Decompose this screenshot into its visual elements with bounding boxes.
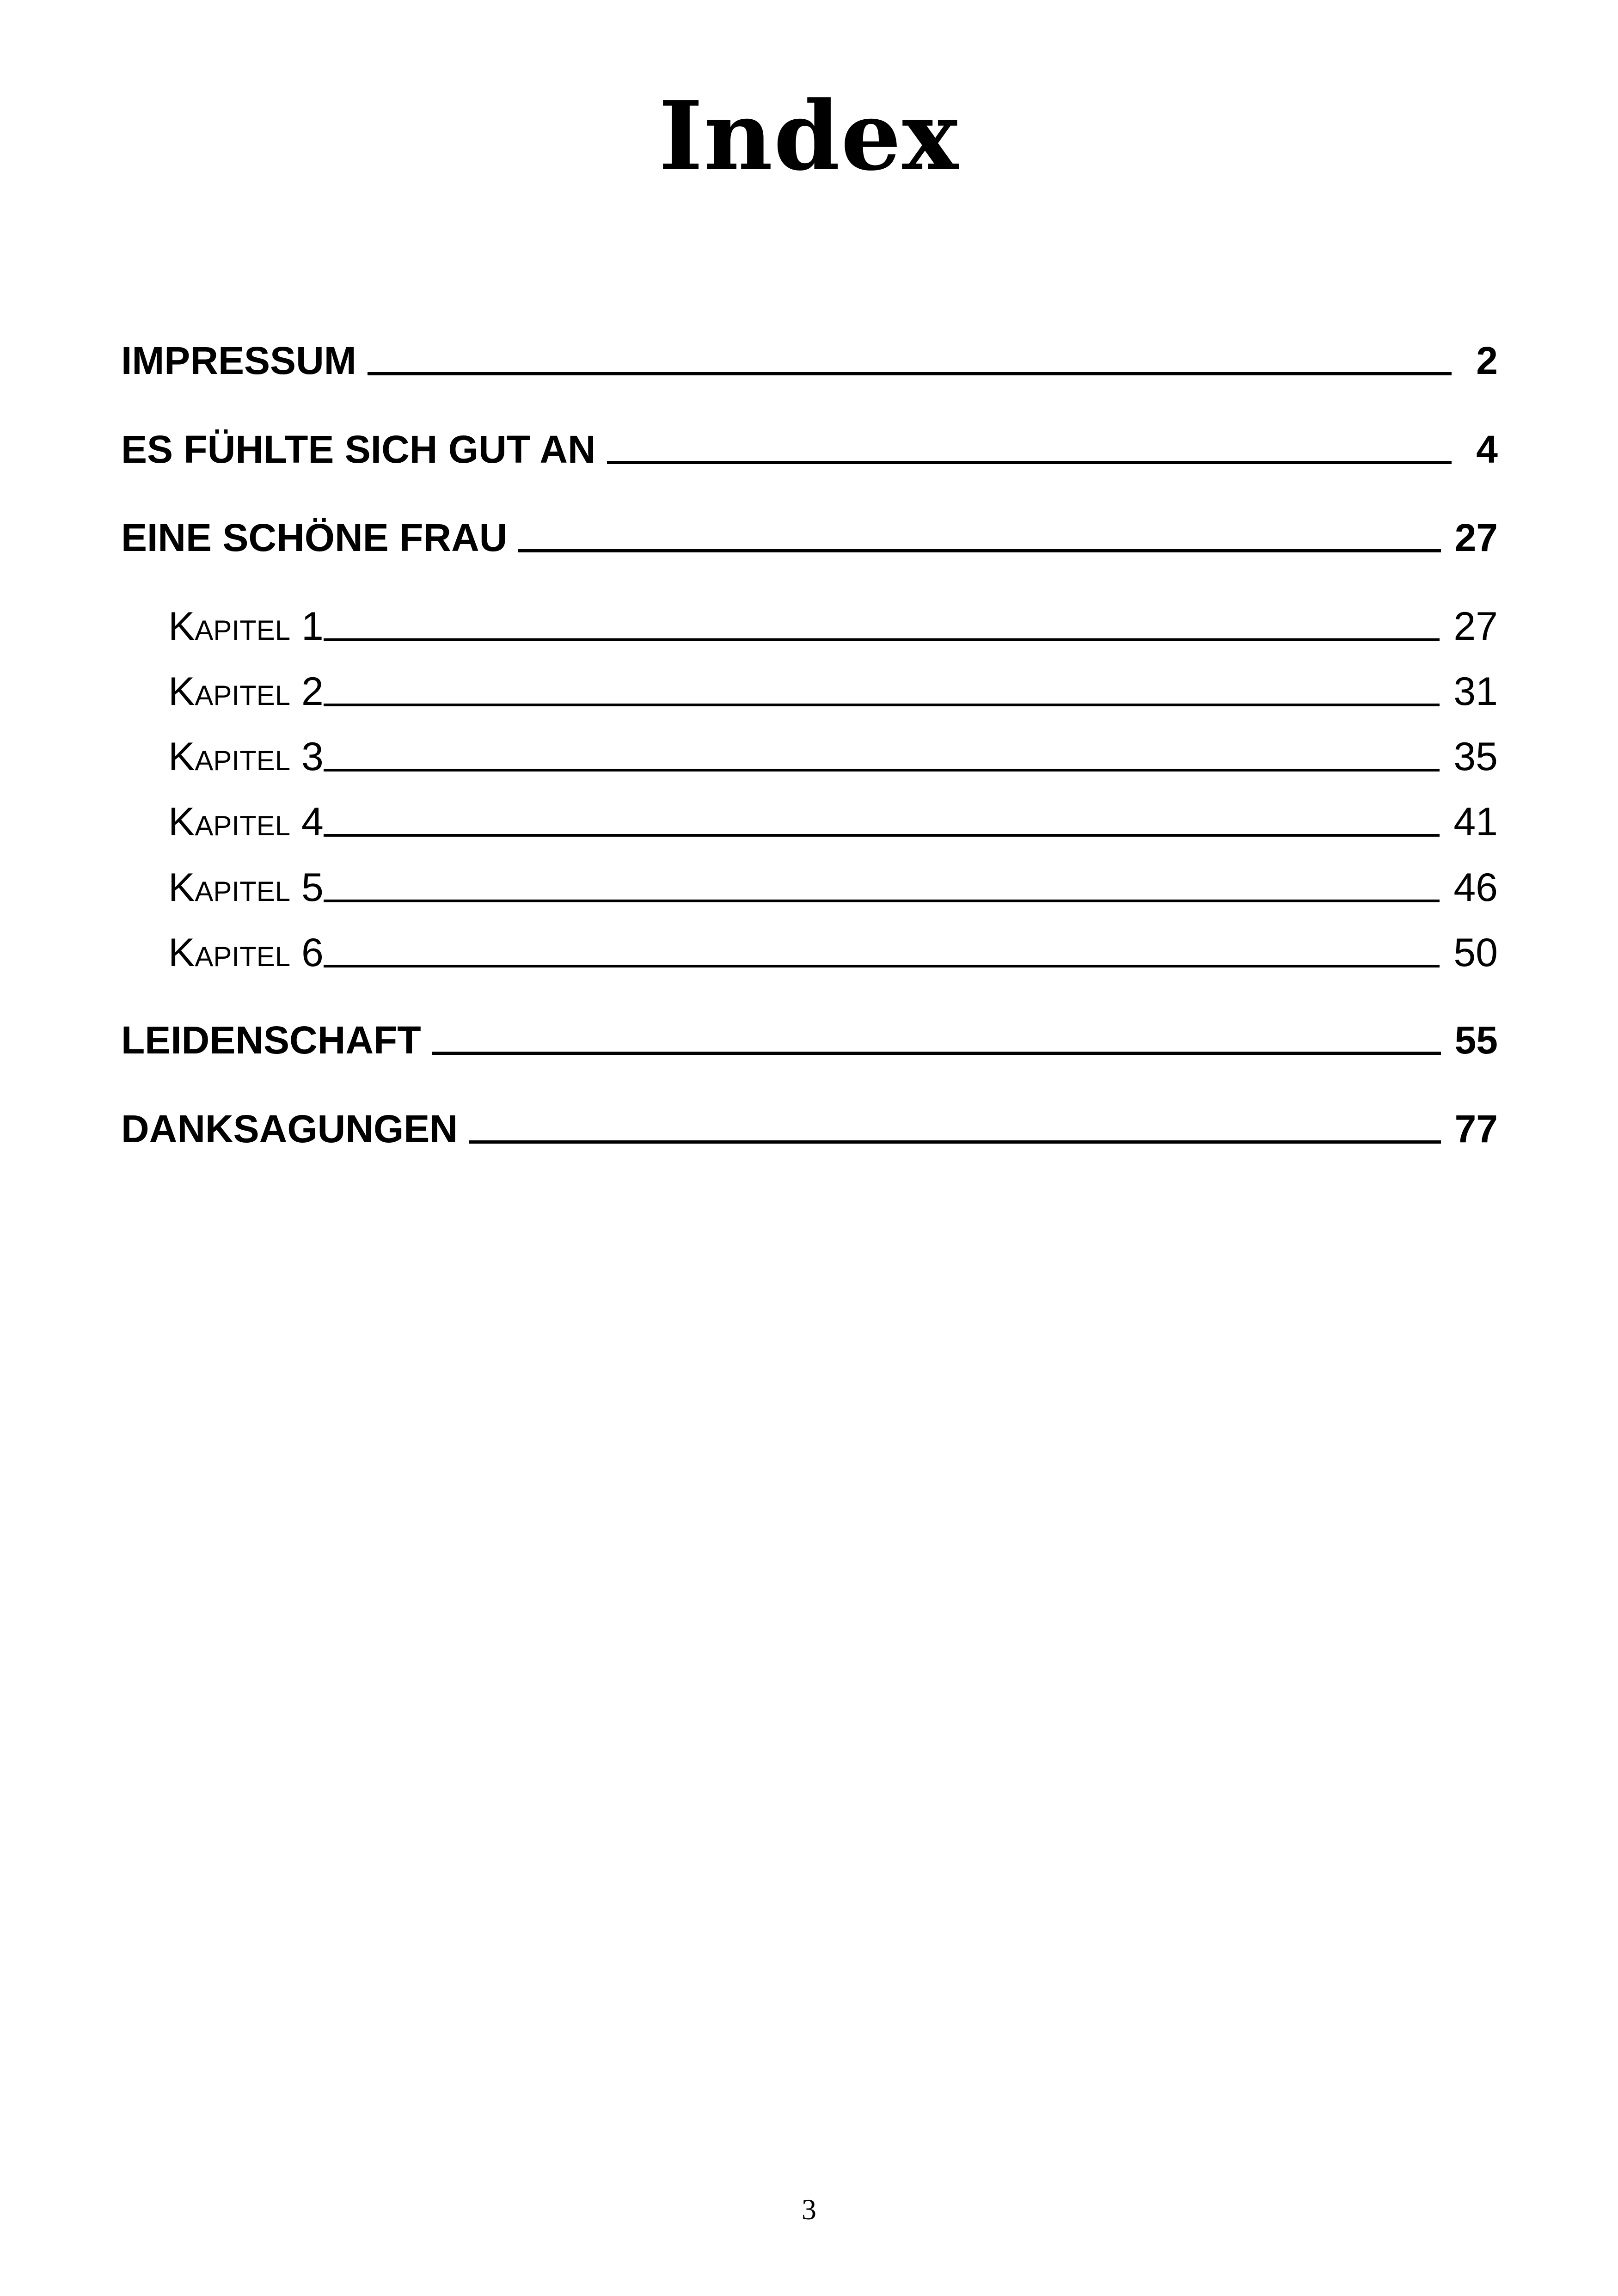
toc-leader-line — [324, 704, 1440, 706]
toc-entry-label: ES FÜHLTE SICH GUT AN — [121, 428, 596, 471]
table-of-contents — [121, 0, 1498, 1202]
toc-entry-label: Kapitel 1 — [168, 604, 324, 649]
toc-entry-page: 50 — [1453, 931, 1498, 975]
toc-entry-kapitel-6[interactable] — [168, 925, 1498, 976]
toc-leader-line — [518, 549, 1440, 552]
toc-leader-line — [324, 638, 1440, 641]
toc-entry-label: IMPRESSUM — [121, 339, 356, 382]
toc-entry-label: Kapitel 6 — [168, 931, 324, 975]
toc-entry-page: 27 — [1453, 604, 1498, 649]
toc-entry-danksagungen[interactable] — [121, 1101, 1498, 1152]
toc-entry-leidenschaft[interactable] — [121, 1012, 1498, 1063]
toc-entry-label: EINE SCHÖNE FRAU — [121, 516, 508, 559]
toc-leader-line — [324, 834, 1440, 837]
toc-entry-page: 2 — [1476, 339, 1498, 382]
toc-entry-kapitel-3[interactable] — [168, 729, 1498, 780]
toc-entry-es-fuehlte-sich-gut-an[interactable] — [121, 422, 1498, 472]
toc-leader-line — [368, 372, 1452, 375]
toc-entry-page: 4 — [1476, 428, 1498, 471]
toc-entry-kapitel-2[interactable] — [168, 664, 1498, 715]
toc-entry-kapitel-5[interactable] — [168, 860, 1498, 911]
toc-leader-line — [324, 900, 1440, 902]
toc-entry-label: Kapitel 4 — [168, 800, 324, 844]
toc-entry-page: 35 — [1453, 735, 1498, 779]
page-title: Index — [658, 81, 960, 192]
toc-entry-page: 27 — [1454, 516, 1498, 559]
toc-entry-kapitel-1[interactable] — [168, 599, 1498, 649]
toc-entry-page: 31 — [1453, 669, 1498, 714]
toc-entry-eine-schoene-frau[interactable] — [121, 510, 1498, 561]
toc-entry-page: 55 — [1454, 1018, 1498, 1062]
toc-entry-label: DANKSAGUNGEN — [121, 1107, 458, 1151]
toc-entry-label: Kapitel 2 — [168, 669, 324, 714]
toc-entry-page: 41 — [1453, 800, 1498, 844]
toc-leader-line — [324, 769, 1440, 771]
toc-leader-line — [324, 965, 1440, 967]
toc-entry-label: Kapitel 3 — [168, 735, 324, 779]
toc-leader-line — [469, 1140, 1441, 1144]
toc-entry-page: 46 — [1453, 865, 1498, 910]
toc-entry-impressum[interactable] — [121, 333, 1498, 384]
toc-entry-label: Kapitel 5 — [168, 865, 324, 910]
toc-entry-label: LEIDENSCHAFT — [121, 1018, 421, 1062]
toc-leader-line — [432, 1052, 1441, 1055]
toc-entry-kapitel-4[interactable] — [168, 794, 1498, 845]
toc-entry-page: 77 — [1454, 1107, 1498, 1151]
toc-leader-line — [607, 461, 1452, 464]
page-number: 3 — [802, 2193, 816, 2226]
